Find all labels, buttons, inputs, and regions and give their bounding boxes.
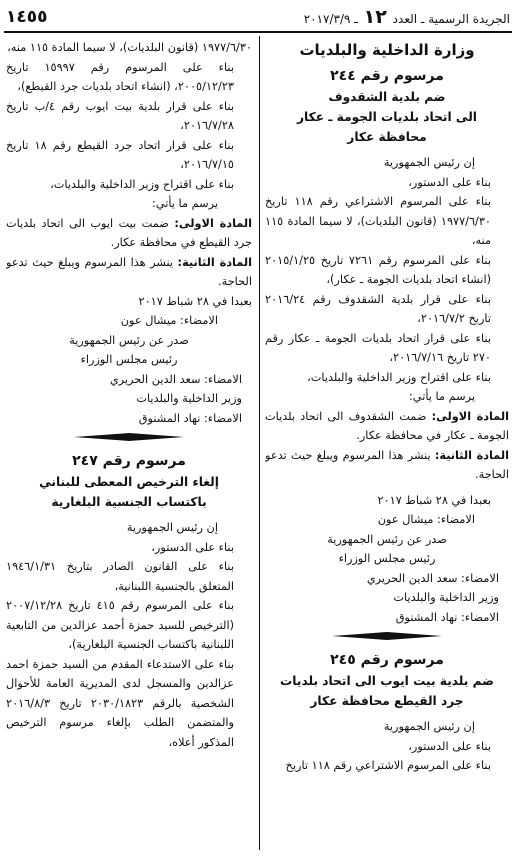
decree-245-place-date: بعبدا في ٢٨ شباط ٢٠١٧ bbox=[138, 294, 252, 308]
decree-244-legal-basis-2: بناء على المرسوم رقم ٧٢٦١ تاريخ ٢٠١٥/١/٢٥ (انشاء اتحاد بلديات الجومة ـ عكار)، bbox=[265, 253, 491, 286]
article-text: ضمت بيت ايوب الى اتحاد بلديات جرد القيطع في محافظة عكار. bbox=[6, 216, 252, 249]
decree-244-subject-1: ضم بلدية الشقدوف bbox=[328, 90, 446, 104]
decree-247-title: مرسوم رقم ٢٤٧ bbox=[72, 453, 186, 469]
decree-245-proposal: بناء على اقتراح وزير الداخلية والبلديات، bbox=[50, 177, 234, 191]
right-column bbox=[265, 38, 509, 852]
decree-244-constitution: بناء على الدستور، bbox=[408, 175, 491, 189]
decree-245-signature-minister: الامضاء: نهاد المشنوق bbox=[138, 411, 242, 425]
column-divider bbox=[259, 36, 260, 850]
decree-244-decrees: يرسم ما يأتي: bbox=[409, 390, 475, 403]
decree-244-subject-2: الى اتحاد بلديات الجومة ـ عكار bbox=[297, 110, 477, 124]
article-text: ينشر هذا المرسوم ويبلغ حيث تدعو الحاجة. bbox=[6, 255, 252, 288]
article-text: ضمت الشقدوف الى اتحاد بلديات الجومة ـ عكار في محافظة عكار. bbox=[265, 409, 509, 442]
decree-244-subject-3: محافظة عكار bbox=[347, 130, 427, 144]
header-rule bbox=[4, 31, 512, 33]
article-label: المادة الثانية: bbox=[177, 255, 252, 269]
decree-247-request: بناء على الاستدعاء المقدم من السيد حمزة احمد عزالدين والمسجل لدى المديرية العامة للأحوال الشخصية بالرقم ٢٠٣٠/١٨٢٣ تاريخ ٢٠١٦/٨/٣ والمتضمن الطلب بإلغاء مرسوم الترخيص المذكور أعلاه، bbox=[6, 657, 234, 749]
decree-245-prime-minister: رئيس مجلس الوزراء bbox=[80, 353, 178, 366]
decree-245-issued-by: صدر عن رئيس الجمهورية bbox=[69, 333, 189, 347]
decree-247-subject-2: باكتساب الجنسية البلغارية bbox=[51, 495, 207, 509]
decree-244-legal-basis-3: بناء على قرار بلدية الشقدوف رقم ٢٠١٦/٢٤ تاريخ ٢٠١٦/٧/٢، bbox=[265, 292, 491, 325]
decree-245-signature-pm: الامضاء: سعد الدين الحريري bbox=[109, 372, 242, 386]
running-header bbox=[6, 4, 510, 30]
decree-245-title: مرسوم رقم ٢٤٥ bbox=[330, 652, 444, 668]
decree-244-legal-basis-1: بناء على المرسوم الاشتراعي رقم ١١٨ تاريخ ١٩٧٧/٦/٣٠ (قانون البلديات)، لا سيما المادة ١١٥ منه، bbox=[265, 195, 491, 247]
decree-244-prime-minister: رئيس مجلس الوزراء bbox=[338, 552, 436, 565]
decree-244-legal-basis-4: بناء على قرار اتحاد بلديات الجومة ـ عكار رقم ٢٧٠ تاريخ ٢٠١٦/٧/١٦، bbox=[265, 331, 491, 364]
decree-245-legal-basis-1-end: ١٩٧٧/٦/٣٠ (قانون البلديات)، لا سيما المادة ١١٥ منه، bbox=[7, 41, 252, 54]
article-label: المادة الثانية: bbox=[434, 448, 509, 462]
decree-245-article-2 bbox=[6, 253, 252, 292]
decree-245-legal-basis-4: بناء على قرار اتحاد جرد القيطع رقم ١٨ تاريخ ٢٠١٦/٧/١٥، bbox=[6, 138, 234, 171]
decree-244-article-1 bbox=[265, 407, 509, 446]
decree-245-legal-basis-2: بناء على المرسوم رقم ١٥٩٩٧ تاريخ ٢٠٠٥/١٢/٢٣، (انشاء اتحاد بلديات جرد القيطع)، bbox=[6, 60, 234, 93]
decree-245-subject-1: ضم بلدية بيت ايوب الى اتحاد بلديات bbox=[280, 674, 494, 688]
decree-244-president: إن رئيس الجمهورية bbox=[383, 156, 475, 169]
decree-245-legal-basis-3: بناء على قرار بلدية بيت ايوب رقم ٤/ب تاريخ ٢٠١٦/٧/٢٨، bbox=[6, 99, 235, 132]
article-label: المادة الاولى: bbox=[174, 216, 252, 230]
article-text: ينشر هذا المرسوم ويبلغ حيث تدعو الحاجة. bbox=[265, 448, 509, 481]
decree-247-subject-1: إلغاء الترخيص المعطى للبناني bbox=[39, 475, 219, 489]
issue-number: ١٢ bbox=[363, 6, 387, 28]
decree-244-minister: وزير الداخلية والبلديات bbox=[393, 591, 499, 604]
decree-245-constitution: بناء على الدستور، bbox=[408, 739, 491, 753]
decree-244-signature-president: الامضاء: ميشال عون bbox=[377, 513, 475, 526]
section-separator-ornament bbox=[332, 631, 442, 641]
journal-issue-line bbox=[304, 6, 510, 28]
decree-245-subject-2: جرد القيطع محافظة عكار bbox=[310, 694, 464, 708]
decree-247-legal-basis-1: بناء على القانون الصادر بتاريخ ١٩٤٦/١/٣١ المتعلق بالجنسية اللبنانية، bbox=[6, 560, 234, 593]
decree-245-signature-president: الامضاء: ميشال عون bbox=[120, 314, 218, 327]
decree-244-issued-by: صدر عن رئيس الجمهورية bbox=[327, 532, 447, 546]
decree-247-president: إن رئيس الجمهورية bbox=[126, 521, 218, 534]
section-separator-ornament bbox=[74, 432, 184, 442]
decree-245-minister: وزير الداخلية والبلديات bbox=[136, 392, 242, 405]
decree-244-proposal: بناء على اقتراح وزير الداخلية والبلديات، bbox=[307, 370, 491, 384]
ministry-heading: وزارة الداخلية والبلديات bbox=[299, 41, 475, 59]
decree-245-article-1 bbox=[6, 214, 252, 253]
decree-244-signature-minister: الامضاء: نهاد المشنوق bbox=[395, 610, 499, 624]
decree-244-place-date: بعبدا في ٢٨ شباط ٢٠١٧ bbox=[377, 493, 491, 507]
decree-244-title: مرسوم رقم ٢٤٤ bbox=[330, 68, 444, 84]
left-column bbox=[6, 38, 252, 852]
decree-245-president: إن رئيس الجمهورية bbox=[383, 720, 475, 733]
decree-247-legal-basis-2: بناء على المرسوم رقم ٤١٥ تاريخ ٢٠٠٧/١٢/٢٨ (الترخيص للسيد حمزة أحمد عزالدين من التابعية اللبنانية باكتساب الجنسية البلغارية)، bbox=[6, 599, 234, 651]
page-number: ١٤٥٥ bbox=[6, 7, 48, 27]
decree-244-article-2 bbox=[265, 446, 509, 485]
issue-date: ـ ٢٠١٧/٣/٩ bbox=[303, 12, 358, 26]
article-label: المادة الاولى: bbox=[431, 409, 509, 423]
decree-245-legal-basis-1-start: بناء على المرسوم الاشتراعي رقم ١١٨ تاريخ bbox=[285, 759, 491, 772]
journal-name: الجريدة الرسمية ـ العدد bbox=[392, 12, 510, 26]
decree-247-constitution: بناء على الدستور، bbox=[151, 540, 234, 554]
decree-245-decrees: يرسم ما يأتي: bbox=[152, 197, 218, 210]
decree-244-signature-pm: الامضاء: سعد الدين الحريري bbox=[366, 571, 499, 585]
